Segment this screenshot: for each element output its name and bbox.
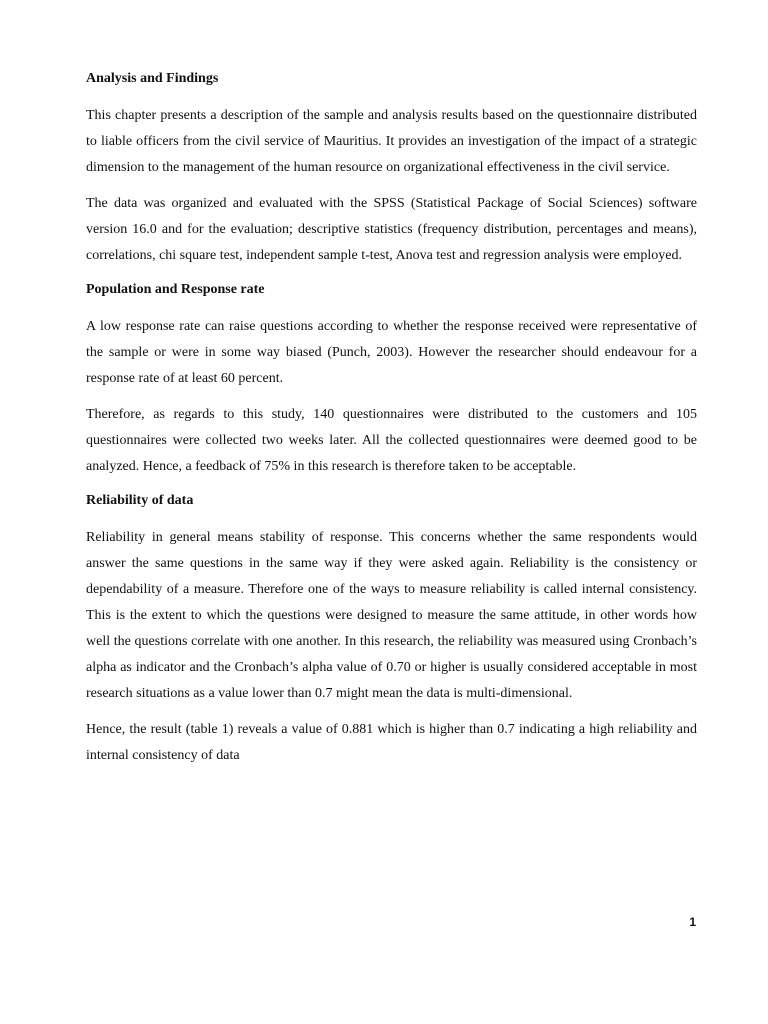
paragraph: The data was organized and evaluated with the SPSS (Statistical Package of Social Sciences) software version 16.0 and for the evaluation; descriptive statistics (frequency distribution, percentages and means), correlations, chi square test, independent sample t-test, Anova test and regression analysis were employed. bbox=[86, 196, 697, 263]
paragraph: Hence, the result (table 1) reveals a value of 0.881 which is higher than 0.7 indicating a high reliability and internal consistency of data bbox=[86, 722, 697, 763]
section-heading: Population and Response rate bbox=[86, 282, 265, 297]
paragraph: A low response rate can raise questions according to whether the response received were representative of the sample or were in some way biased (Punch, 2003). However the researcher should endeavour for a response rate of at least 60 percent. bbox=[86, 319, 697, 386]
paragraph: This chapter presents a description of the sample and analysis results based on the questionnaire distributed to liable officers from the civil service of Mauritius. It provides an investigation of the impact of a strategic dimension to the management of the human resource on organizational effectiveness in the civil service. bbox=[86, 108, 697, 175]
page-number: 1 bbox=[689, 915, 696, 929]
section-heading: Analysis and Findings bbox=[86, 71, 219, 86]
document-body bbox=[86, 68, 697, 769]
paragraph: Therefore, as regards to this study, 140 questionnaires were distributed to the customers and 105 questionnaires were collected two weeks later. All the collected questionnaires were deemed good to be analyzed. Hence, a feedback of 75% in this research is therefore taken to be acceptable. bbox=[86, 407, 697, 474]
paragraph: Reliability in general means stability of response. This concerns whether the same respondents would answer the same questions in the same way if they were asked again. Reliability is the consistency or dependability of a measure. Therefore one of the ways to measure reliability is called internal consistency. This is the extent to which the questions were designed to measure the same attitude, in other words how well the questions correlate with one another. In this research, the reliability was measured using Cronbach’s alpha as indicator and the Cronbach’s alpha value of 0.70 or higher is usually considered acceptable in most research situations as a value lower than 0.7 might mean the data is multi-dimensional. bbox=[86, 530, 697, 701]
section-heading: Reliability of data bbox=[86, 493, 194, 508]
